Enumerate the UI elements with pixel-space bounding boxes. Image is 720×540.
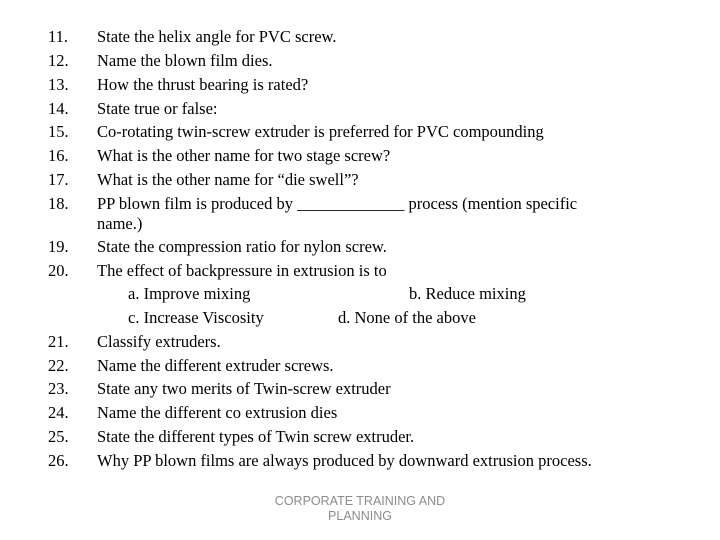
question-number: 23.: [48, 379, 69, 398]
question-text: State true or false:: [97, 99, 218, 118]
question-text: Classify extruders.: [97, 332, 221, 351]
footer-line-2: PLANNING: [328, 509, 392, 523]
option-a: a. Improve mixing: [128, 284, 251, 303]
question-text: Name the different co extrusion dies: [97, 403, 338, 422]
question-number: 17.: [48, 170, 69, 189]
question-text: State the helix angle for PVC screw.: [97, 27, 337, 46]
question-text: State the compression ratio for nylon screw.: [97, 237, 387, 256]
question-text: State the different types of Twin screw extruder.: [97, 427, 415, 446]
question-text: Co-rotating twin-screw extruder is preferred for PVC compounding: [97, 122, 544, 141]
question-text: Name the different extruder screws.: [97, 356, 334, 375]
question-number: 20.: [48, 261, 69, 280]
question-text: State any two merits of Twin-screw extruder: [97, 379, 391, 398]
footer-line-1: CORPORATE TRAINING AND: [274, 494, 446, 508]
question-number: 22.: [48, 356, 69, 375]
question-text: How the thrust bearing is rated?: [97, 75, 309, 94]
question-text: What is the other name for two stage screw?: [97, 146, 391, 165]
option-d: d. None of the above: [338, 308, 476, 327]
question-number: 15.: [48, 122, 69, 141]
question-text-continued: name.): [97, 214, 143, 233]
footer: [260, 494, 460, 524]
question-text: Why PP blown films are always produced by downward extrusion process.: [97, 451, 592, 470]
question-number: 12.: [48, 51, 69, 70]
question-text: Name the blown film dies.: [97, 51, 273, 70]
question-number: 16.: [48, 146, 69, 165]
question-number: 14.: [48, 99, 69, 118]
question-number: 24.: [48, 403, 69, 422]
question-number: 19.: [48, 237, 69, 256]
question-number: 13.: [48, 75, 69, 94]
question-text: PP blown film is produced by _____________ process (mention specific: [97, 194, 578, 213]
option-b: b. Reduce mixing: [409, 284, 526, 303]
option-c: c. Increase Viscosity: [128, 308, 264, 327]
question-text: What is the other name for “die swell”?: [97, 170, 359, 189]
question-text: The effect of backpressure in extrusion is to: [97, 261, 387, 280]
question-number: 18.: [48, 194, 69, 213]
question-number: 26.: [48, 451, 69, 470]
question-number: 25.: [48, 427, 69, 446]
question-number: 11.: [48, 27, 69, 46]
question-number: 21.: [48, 332, 69, 351]
